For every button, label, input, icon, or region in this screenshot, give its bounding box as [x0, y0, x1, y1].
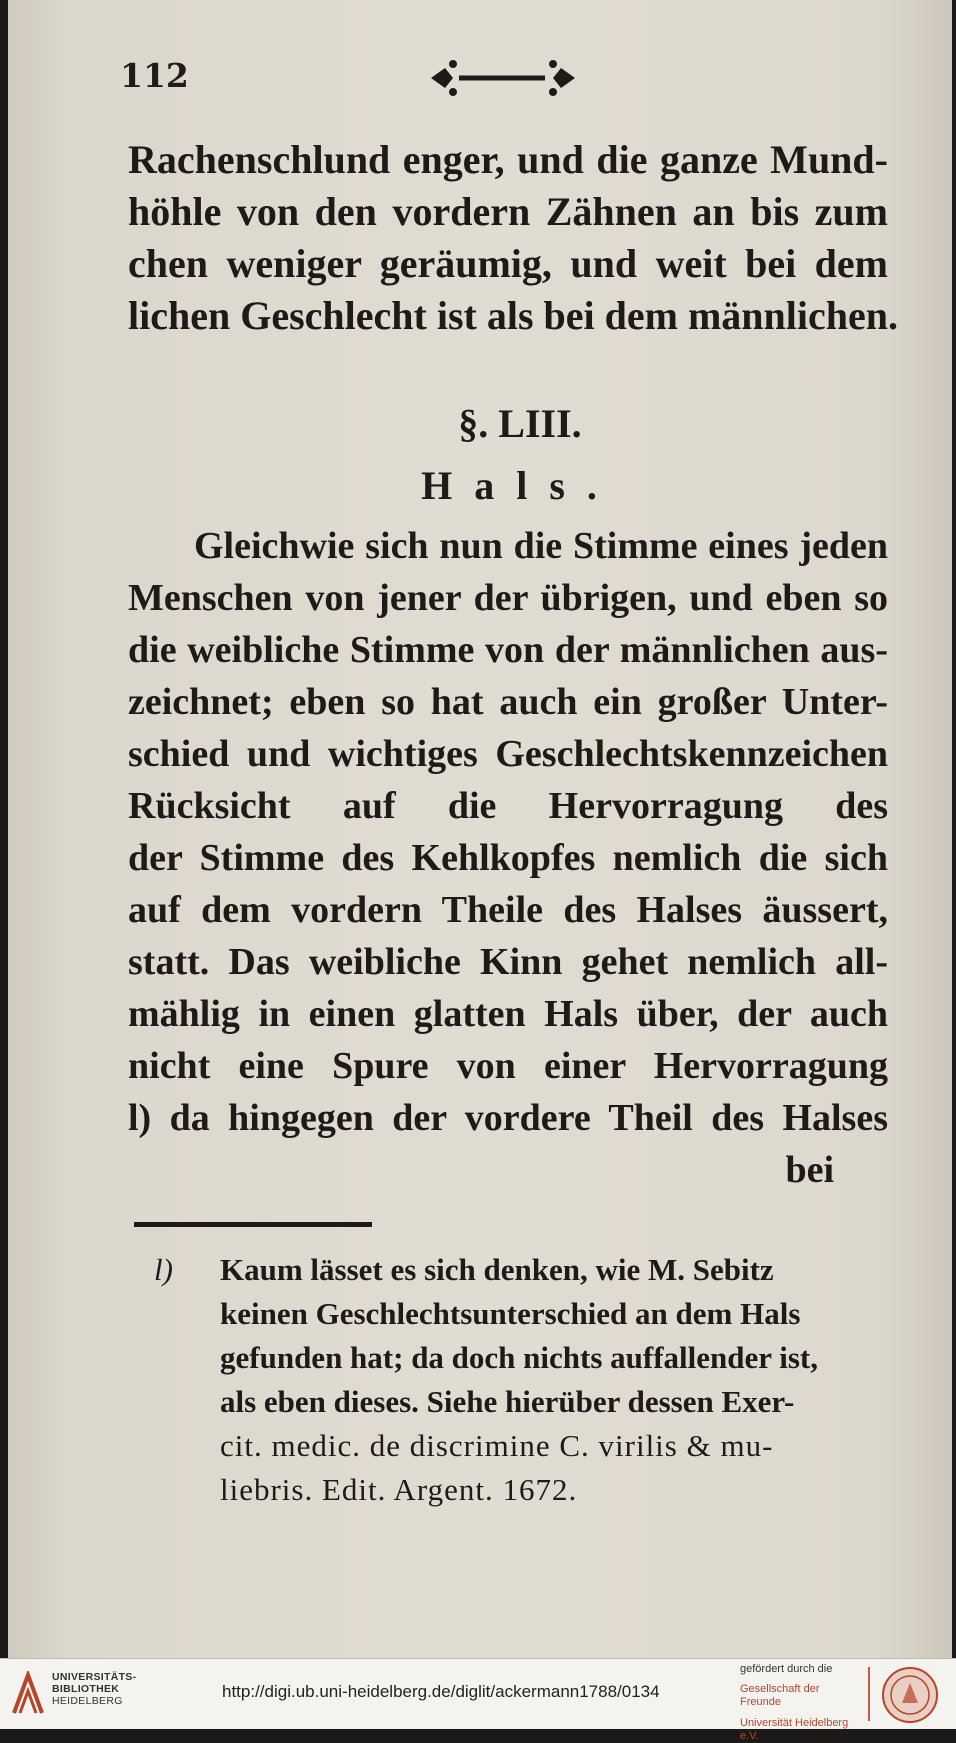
footnote-line: Kaum lässet es sich denken, wie M. Sebitz — [220, 1252, 774, 1287]
sponsor-label: gefördert durch die — [740, 1663, 833, 1675]
text-line: lichen Geschlecht ist als bei dem männlichen. — [128, 293, 898, 338]
permalink-url[interactable]: http://digi.ub.uni-heidelberg.de/diglit/ackermann1788/0134 — [222, 1682, 660, 1701]
library-name[interactable] — [52, 1671, 136, 1707]
footnote-line: als eben dieses. Siehe hierüber dessen Exer- — [220, 1384, 795, 1419]
text-line: zeichnet; eben so hat auch ein großer Unter- — [128, 681, 888, 723]
library-name-line: BIBLIOTHEK — [52, 1683, 120, 1695]
text-line: Rachenschlund enger, und die ganze Mund- — [128, 137, 888, 182]
footnote-line: liebris. Edit. Argent. 1672. — [220, 1472, 578, 1507]
text-line: höhle von den vordern Zähnen an bis zum — [128, 189, 888, 234]
text-line: der Stimme des Kehlkopfes nemlich die sich — [128, 837, 888, 879]
sponsor-name: Gesellschaft der Freunde — [740, 1683, 820, 1708]
university-seal-icon — [880, 1665, 940, 1725]
body-text-top — [128, 134, 898, 342]
footnote-line: cit. medic. de discrimine C. virilis & mu- — [220, 1428, 774, 1463]
footer-divider — [868, 1667, 870, 1721]
text-line: die weibliche Stimme von der männlichen aus- — [128, 629, 888, 671]
text-line: Gleichwie sich nun die Stimme eines jeden — [194, 525, 888, 567]
section-title: Hals. — [421, 463, 619, 508]
footnote-marker: l) — [154, 1252, 173, 1287]
text-line: Rücksicht auf die Hervorragung des — [128, 785, 888, 827]
text-line: schied und wichtiges Geschlechtskennzeichen — [128, 733, 888, 775]
text-line: mählig in einen glatten Hals über, der auch — [128, 993, 888, 1035]
text-line: auf dem vordern Theile des Halses äussert, — [128, 889, 888, 931]
sponsor-name: Universität Heidelberg e.V. — [740, 1717, 849, 1742]
footnote-line: gefunden hat; da doch nichts auffallender ist, — [220, 1340, 818, 1375]
footnote-divider — [134, 1222, 372, 1227]
page-number: 112 — [120, 56, 189, 95]
ornament-icon — [423, 52, 583, 102]
text-line: chen weniger geräumig, und weit bei dem — [128, 241, 888, 286]
footnote-line: keinen Geschlechtsunterschied an dem Hals — [220, 1296, 801, 1331]
text-line: statt. Das weibliche Kinn gehet nemlich all- — [128, 941, 888, 983]
paragraph — [128, 520, 888, 1144]
footnote — [154, 1248, 894, 1512]
page-header — [8, 48, 952, 108]
sponsor-info[interactable] — [740, 1663, 860, 1743]
text-line: Menschen von jener der übrigen, und eben so — [128, 577, 888, 619]
university-library-logo-icon[interactable] — [10, 1671, 46, 1717]
library-name-line: UNIVERSITÄTS- — [52, 1671, 137, 1683]
footer-bar — [0, 1658, 956, 1742]
text-line: nicht eine Spure von einer Hervorragung — [128, 1045, 888, 1087]
section-number: §. LIII. — [458, 401, 582, 446]
text-line: l) da hingegen der vordere Theil des Halses — [128, 1097, 888, 1139]
book-page — [8, 0, 952, 1658]
catchword: bei — [785, 1149, 834, 1191]
library-name-line: HEIDELBERG — [52, 1695, 123, 1707]
